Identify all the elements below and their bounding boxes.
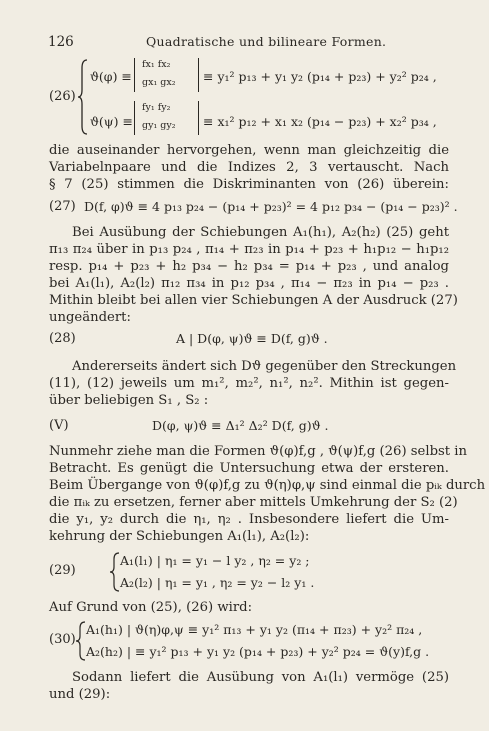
- text-line: und (29):: [49, 687, 111, 702]
- text-line: Variabelnpaare und die Indizes 2, 3 vertauscht. Nach: [49, 160, 449, 175]
- eq26-row2-det-top: fy₁ fy₂: [142, 102, 171, 113]
- equation-v: D(φ, ψ)ϑ ≡ Δ₁² Δ₂² D(f, g)ϑ .: [152, 418, 329, 433]
- equation-label-30: (30): [49, 632, 76, 647]
- text-line: Nunmehr ziehe man die Formen ϑ(φ)f,g , ϑ(ψ)f,g (26) selbst in: [49, 444, 467, 459]
- text-line: kehrung der Schiebungen A₁(l₁), A₂(l₂):: [49, 529, 310, 544]
- equation-label-27: (27): [49, 199, 76, 214]
- text-line: Betracht. Es genügt die Untersuchung etwa der ersteren.: [49, 461, 449, 476]
- eq26-row1-rhs: ≡ y₁² p₁₃ + y₁ y₂ (p₁₄ + p₂₃) + y₂² p₂₄ ,: [203, 69, 437, 84]
- equation-label-29: (29): [49, 563, 76, 578]
- text-line: § 7 (25) stimmen die Diskriminanten von (26) überein:: [49, 177, 449, 192]
- equation-27: D(f, φ)ϑ ≡ 4 p₁₃ p₂₄ − (p₁₄ + p₂₃)² = 4 p₁₂ p₃₄ − (p₁₄ − p₂₃)² .: [84, 199, 458, 214]
- eq26-row2-det-bottom: gy₁ gy₂: [142, 120, 176, 131]
- det-bar: [134, 101, 135, 135]
- left-brace-26: [77, 58, 89, 136]
- text-line: Auf Grund von (25), (26) wird:: [49, 600, 253, 615]
- equation-29-row1: A₁(l₁) | η₁ = y₁ − l y₂ , η₂ = y₂ ;: [120, 553, 310, 568]
- text-line: über beliebigen S₁ , S₂ :: [49, 393, 209, 408]
- equation-28: A | D(φ, ψ)ϑ ≡ D(f, g)ϑ .: [176, 331, 328, 346]
- eq26-row1-det-bottom: gx₁ gx₂: [142, 77, 176, 88]
- text-line: Beim Übergange von ϑ(φ)f,g zu ϑ(η)φ,ψ sind einmal die pᵢₖ durch: [49, 478, 486, 493]
- running-title: Quadratische und bilineare Formen.: [146, 34, 387, 49]
- text-line: die y₁, y₂ durch die η₁, η₂ . Insbesondere liefert die Um-: [49, 512, 449, 527]
- eq26-row1-lhs: ϑ(φ) ≡: [90, 69, 132, 84]
- text-line: Andererseits ändert sich Dϑ gegenüber den Streckungen: [72, 359, 457, 374]
- page-number: 126: [48, 34, 74, 50]
- equation-label-v: (V): [49, 418, 69, 433]
- text-line: Sodann liefert die Ausübung von A₁(l₁) vermöge (25): [72, 670, 449, 685]
- text-line: die πᵢₖ zu ersetzen, ferner aber mittels Umkehrung der S₂ (2): [49, 495, 458, 510]
- eq26-row1-det-top: fx₁ fx₂: [142, 59, 171, 70]
- equation-label-28: (28): [49, 331, 76, 346]
- eq26-row2-rhs: ≡ x₁² p₁₂ + x₁ x₂ (p₁₄ − p₂₃) + x₂² p₃₄ ,: [203, 114, 437, 129]
- det-bar: [198, 101, 199, 135]
- text-line: Mithin bleibt bei allen vier Schiebungen A der Ausdruck (27): [49, 293, 458, 308]
- det-bar: [198, 58, 199, 92]
- equation-29-row2: A₂(l₂) | η₁ = y₁ , η₂ = y₂ − l₂ y₁ .: [120, 575, 315, 590]
- eq26-row2-lhs: ϑ(ψ) ≡: [90, 114, 133, 129]
- text-line: (11), (12) jeweils um m₁², m₂², n₁², n₂². Mithin ist gegen-: [49, 376, 449, 391]
- det-bar: [134, 58, 135, 92]
- text-line: bei A₁(l₁), A₂(l₂) π₁₂ π₃₄ in p₁₂ p₃₄ , π₁₄ − π₂₃ in p₁₄ − p₂₃ .: [49, 276, 449, 291]
- equation-label-26: (26): [49, 89, 76, 104]
- text-line: Bei Ausübung der Schiebungen A₁(h₁), A₂(h₂) (25) geht: [72, 225, 449, 240]
- equation-30-row1: A₁(h₁) | ϑ(η)φ,ψ ≡ y₁² π₁₃ + y₁ y₂ (π₁₄ + π₂₃) + y₂² π₂₄ ,: [86, 622, 423, 637]
- text-line: ungeändert:: [49, 310, 131, 325]
- text-line: die auseinander hervorgehen, wenn man gleichzeitig die: [49, 143, 449, 158]
- equation-30-row2: A₂(h₂) | ≡ y₁² p₁₃ + y₁ y₂ (p₁₄ + p₂₃) + y₂² p₂₄ = ϑ(y)f,g .: [86, 644, 430, 659]
- text-line: resp. p₁₄ + p₂₃ + h₂ p₃₄ − h₂ p₃₄ = p₁₄ + p₂₃ , und analog: [49, 259, 449, 274]
- text-line: π₁₃ π₂₄ über in p₁₃ p₂₄ , π₁₄ + π₂₃ in p₁₄ + p₂₃ + h₁p₁₂ − h₁p₁₂: [49, 242, 449, 257]
